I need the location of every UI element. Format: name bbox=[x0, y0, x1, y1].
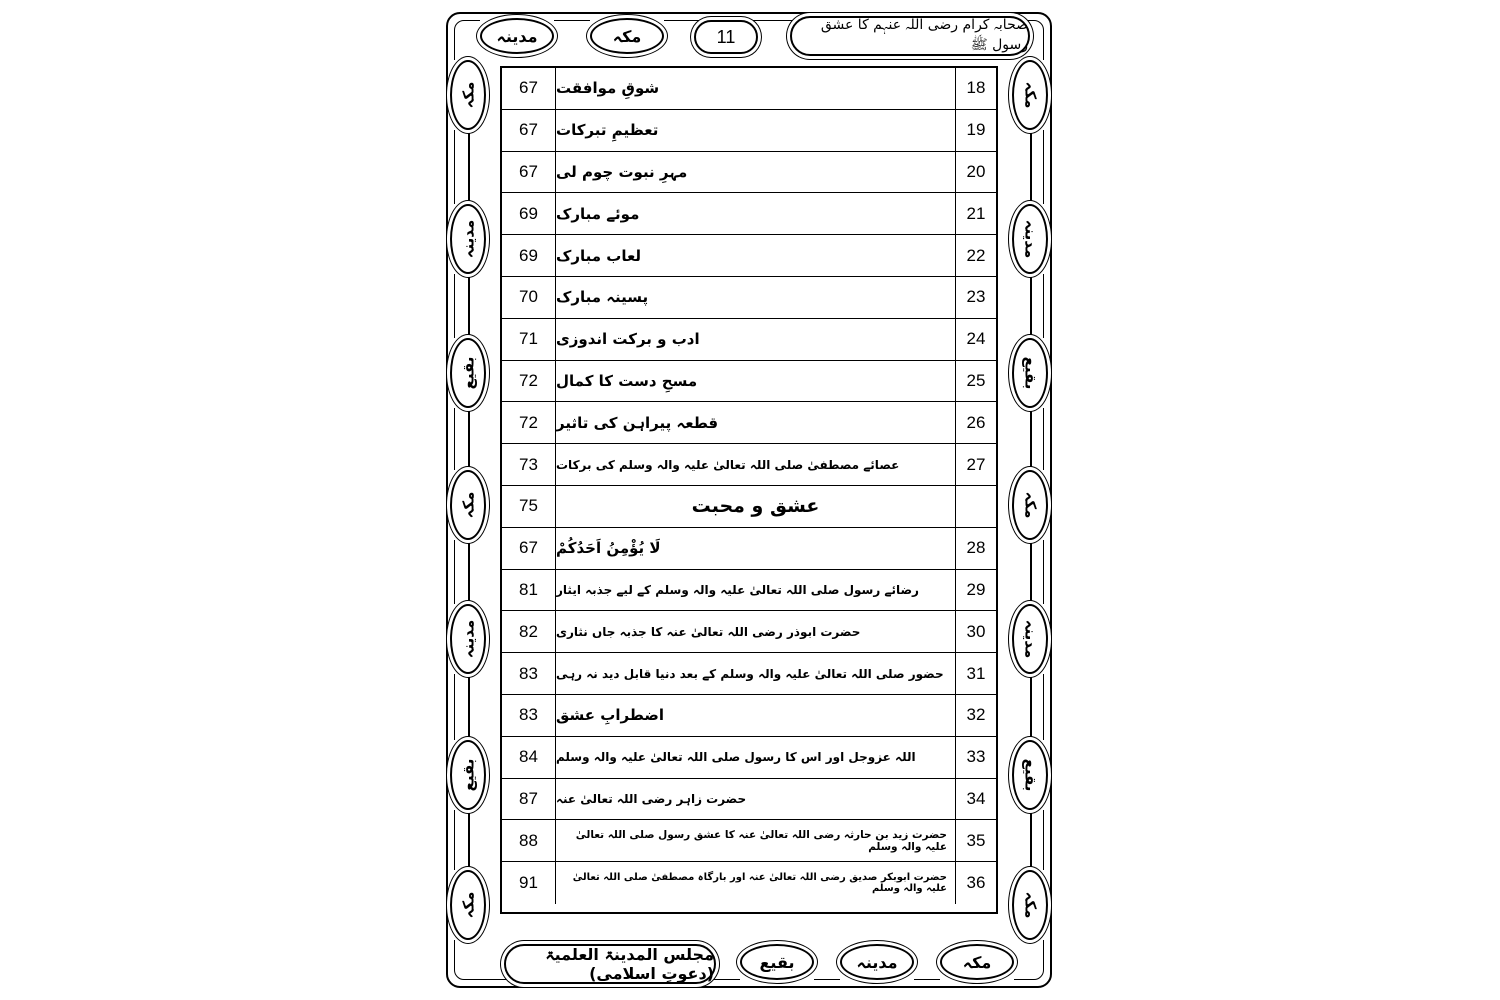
toc-page-number: 83 bbox=[502, 653, 556, 694]
toc-row[interactable] bbox=[502, 737, 996, 779]
toc-title bbox=[556, 737, 956, 778]
toc-title bbox=[556, 653, 956, 694]
footer-medallion-madina-label: مدینہ bbox=[856, 952, 898, 972]
right-medallion-1-label: مکہ bbox=[1021, 81, 1039, 109]
toc-title bbox=[556, 319, 956, 360]
toc-section-title bbox=[556, 486, 956, 527]
left-medallion-1-label: مکہ bbox=[459, 81, 477, 109]
right-medallion-3 bbox=[1012, 338, 1048, 408]
book-page bbox=[440, 8, 1060, 994]
toc-page-number: 87 bbox=[502, 779, 556, 820]
toc-title bbox=[556, 152, 956, 193]
toc-title-text: ادب و برکت اندوزی bbox=[556, 330, 700, 349]
toc-page-number: 72 bbox=[502, 361, 556, 402]
toc-title bbox=[556, 444, 956, 485]
header-medallion-madina bbox=[480, 18, 554, 54]
toc-row[interactable] bbox=[502, 779, 996, 821]
toc-row[interactable] bbox=[502, 611, 996, 653]
toc-row[interactable] bbox=[502, 361, 996, 403]
toc-serial: 28 bbox=[966, 538, 986, 558]
toc-row[interactable] bbox=[502, 862, 996, 904]
toc-title-text: حضرت ابوذر رضی اللہ تعالیٰ عنہ کا جذبہ جاں نثاری bbox=[556, 624, 861, 639]
toc-section-row[interactable] bbox=[502, 486, 996, 528]
left-medallion-6 bbox=[450, 740, 486, 810]
toc-serial: 26 bbox=[966, 412, 986, 432]
toc-title-text: اللہ عزوجل اور اس کا رسول صلی اللہ تعالیٰ علیہ والہ وسلم bbox=[556, 750, 916, 765]
toc-page-number: 82 bbox=[502, 611, 556, 652]
toc-row[interactable] bbox=[502, 820, 996, 862]
toc-title bbox=[556, 820, 956, 861]
toc-row[interactable] bbox=[502, 235, 996, 277]
toc-serial: 35 bbox=[966, 830, 986, 850]
toc-serial: 25 bbox=[966, 370, 986, 390]
toc-title bbox=[556, 277, 956, 318]
toc-row[interactable] bbox=[502, 110, 996, 152]
publisher-band bbox=[504, 944, 716, 984]
toc-title-text: موئے مبارک bbox=[556, 204, 640, 223]
toc-title bbox=[556, 402, 956, 443]
toc-page-number: 84 bbox=[502, 737, 556, 778]
toc-title bbox=[556, 779, 956, 820]
toc-title bbox=[556, 68, 956, 109]
right-medallion-6 bbox=[1012, 740, 1048, 810]
toc-title-text: عصائے مصطفیٰ صلی اللہ تعالیٰ علیہ والہ وسلم کی برکات bbox=[556, 457, 900, 472]
toc-serial: 18 bbox=[966, 78, 986, 98]
toc-title-text: حضرت ابوبکر صدیق رضی اللہ تعالیٰ عنہ اور بارگاہ مصطفیٰ صلی اللہ تعالیٰ علیہ والہ وسلم bbox=[572, 872, 947, 895]
right-medallion-4 bbox=[1012, 470, 1048, 540]
toc-row[interactable] bbox=[502, 653, 996, 695]
toc-page-number: 72 bbox=[502, 402, 556, 443]
toc-title bbox=[556, 528, 956, 569]
toc-page-number: 88 bbox=[502, 820, 556, 861]
left-medallion-3 bbox=[450, 338, 486, 408]
left-medallion-4-label: مکہ bbox=[459, 491, 477, 519]
toc-row[interactable] bbox=[502, 528, 996, 570]
toc-title-text: تعظیمِ تبرکات bbox=[556, 121, 659, 140]
table-of-contents bbox=[500, 66, 998, 914]
toc-title bbox=[556, 361, 956, 402]
right-medallion-7 bbox=[1012, 870, 1048, 940]
toc-title-text: شوقِ موافقت bbox=[556, 79, 660, 98]
toc-title-text: حضور صلی اللہ تعالیٰ علیہ والہ وسلم کے بعد دنیا قابل دید نہ رہی bbox=[556, 666, 944, 681]
toc-serial: 29 bbox=[966, 579, 986, 599]
publisher-name: مجلس المدینۃ العلمیۃ (دعوتِ اسلامی) bbox=[545, 945, 714, 983]
toc-page-number: 91 bbox=[502, 862, 556, 904]
right-medallion-6-label: بقیع bbox=[1021, 758, 1039, 792]
toc-page-number: 83 bbox=[502, 695, 556, 736]
toc-page-number: 69 bbox=[502, 235, 556, 276]
header-medallion-makkah-label: مکہ bbox=[612, 26, 642, 46]
left-medallion-1 bbox=[450, 60, 486, 130]
book-title: صحابہ کرام رضی اللہ عنہم کا عشق رسول ﷺ bbox=[820, 17, 1028, 53]
right-medallion-2 bbox=[1012, 204, 1048, 274]
toc-title bbox=[556, 110, 956, 151]
toc-title-text: اضطرابِ عشق bbox=[556, 706, 665, 725]
right-medallion-4-label: مکہ bbox=[1021, 491, 1039, 519]
toc-title-text: لَا یُؤْمِنُ اَحَدُکُمْ bbox=[556, 539, 661, 558]
toc-page-number: 67 bbox=[502, 110, 556, 151]
toc-serial: 22 bbox=[966, 245, 986, 265]
toc-title-text: مسحِ دست کا کمال bbox=[556, 371, 698, 390]
toc-serial: 27 bbox=[966, 454, 986, 474]
right-medallion-3-label: بقیع bbox=[1021, 356, 1039, 390]
left-medallion-5-label: مدینہ bbox=[459, 619, 477, 659]
toc-title-text: حضرت زید بن حارثہ رضی اللہ تعالیٰ عنہ کا عشق رسول صلی اللہ تعالیٰ علیہ والہ وسلم bbox=[575, 828, 947, 853]
toc-page-number: 67 bbox=[502, 152, 556, 193]
right-medallion-2-label: مدینہ bbox=[1021, 219, 1039, 259]
toc-row[interactable] bbox=[502, 402, 996, 444]
toc-serial: 36 bbox=[966, 873, 986, 893]
toc-page-number: 69 bbox=[502, 193, 556, 234]
toc-page-number: 73 bbox=[502, 444, 556, 485]
left-medallion-4 bbox=[450, 470, 486, 540]
left-medallion-6-label: بقیع bbox=[459, 758, 477, 792]
toc-serial: 21 bbox=[966, 203, 986, 223]
toc-serial bbox=[956, 486, 996, 527]
toc-row[interactable] bbox=[502, 68, 996, 110]
toc-serial: 23 bbox=[966, 287, 986, 307]
left-medallion-3-label: بقیع bbox=[459, 356, 477, 390]
right-medallion-5 bbox=[1012, 604, 1048, 674]
toc-serial: 24 bbox=[966, 329, 986, 349]
toc-title bbox=[556, 862, 956, 904]
footer-medallion-makkah-label: مکہ bbox=[962, 952, 992, 972]
toc-page-number: 67 bbox=[502, 68, 556, 109]
header-medallion-madina-label: مدینہ bbox=[496, 26, 538, 46]
right-medallion-7-label: مکہ bbox=[1021, 891, 1039, 919]
toc-page-number: 67 bbox=[502, 528, 556, 569]
header-medallion-makkah bbox=[590, 18, 664, 54]
toc-row[interactable] bbox=[502, 444, 996, 486]
header-title-band bbox=[790, 16, 1030, 56]
toc-page-number: 71 bbox=[502, 319, 556, 360]
toc-title-text: قطعہ پیراہن کی تاثیر bbox=[556, 413, 719, 432]
toc-page-number: 81 bbox=[502, 570, 556, 611]
page-number: 11 bbox=[716, 26, 736, 47]
toc-section-title-text: عشق و محبت bbox=[691, 495, 820, 518]
left-medallion-5 bbox=[450, 604, 486, 674]
toc-title bbox=[556, 695, 956, 736]
toc-title-text: لعاب مبارک bbox=[556, 246, 642, 265]
footer-medallion-baqi-label: بقیع bbox=[759, 952, 795, 972]
toc-row[interactable] bbox=[502, 570, 996, 612]
toc-serial: 31 bbox=[966, 663, 986, 683]
toc-title-text: حضرت زاہر رضی اللہ تعالیٰ عنہ bbox=[556, 791, 747, 806]
toc-title bbox=[556, 193, 956, 234]
footer-medallion-makkah bbox=[940, 944, 1014, 980]
toc-serial: 19 bbox=[966, 120, 986, 140]
footer-medallion-baqi bbox=[740, 944, 814, 980]
right-medallion-1 bbox=[1012, 60, 1048, 130]
footer-medallion-madina bbox=[840, 944, 914, 980]
toc-title bbox=[556, 570, 956, 611]
toc-title-text: مہرِ نبوت چوم لی bbox=[556, 162, 688, 181]
toc-serial: 33 bbox=[966, 747, 986, 767]
toc-serial: 34 bbox=[966, 788, 986, 808]
right-medallion-5-label: مدینہ bbox=[1021, 619, 1039, 659]
left-medallion-2 bbox=[450, 204, 486, 274]
toc-row[interactable] bbox=[502, 152, 996, 194]
page-number-box bbox=[694, 20, 758, 54]
toc-page-number: 70 bbox=[502, 277, 556, 318]
toc-title-text: پسینہ مبارک bbox=[556, 288, 649, 307]
toc-row[interactable] bbox=[502, 277, 996, 319]
toc-title-text: رضائے رسول صلی اللہ تعالیٰ علیہ والہ وسلم کے لیے جذبہ ایثار bbox=[556, 582, 919, 597]
toc-title bbox=[556, 235, 956, 276]
left-medallion-7 bbox=[450, 870, 486, 940]
toc-row[interactable] bbox=[502, 193, 996, 235]
left-medallion-2-label: مدینہ bbox=[459, 219, 477, 259]
left-medallion-7-label: مکہ bbox=[459, 891, 477, 919]
toc-title bbox=[556, 611, 956, 652]
toc-serial: 32 bbox=[966, 705, 986, 725]
toc-row[interactable] bbox=[502, 319, 996, 361]
toc-row[interactable] bbox=[502, 695, 996, 737]
toc-page-number: 75 bbox=[502, 486, 556, 527]
toc-serial: 30 bbox=[966, 621, 986, 641]
toc-serial: 20 bbox=[966, 161, 986, 181]
